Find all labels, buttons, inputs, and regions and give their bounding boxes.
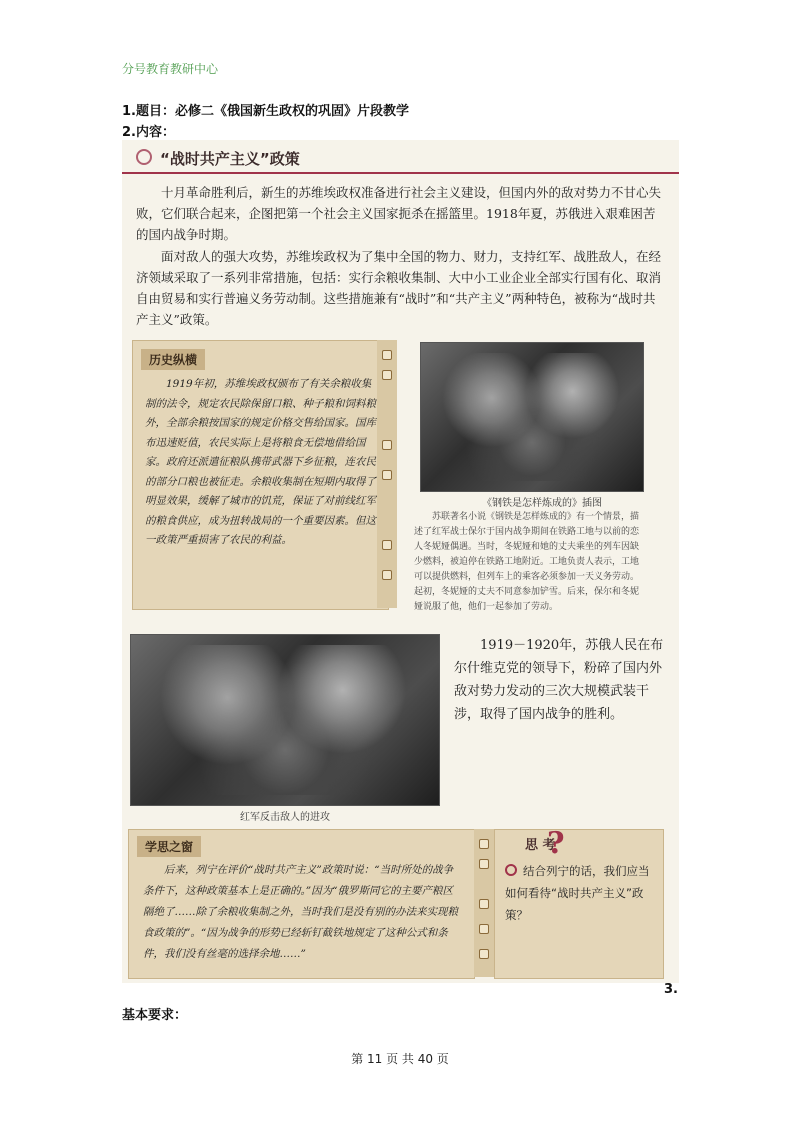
paragraph-2: 面对敌人的强大攻势，苏维埃政权为了集中全国的物力、财力，支持红军、战胜敌人，在经济领域采取了一系列非常措施，包括：实行余粮收集制、大中小工业企业全部实行国有化、取消自由贸易和实行普遍义务劳动制。这些措施兼有“战时”和“共产主义”两种特色，被称为“战时共产主义”政策。 (136, 249, 662, 327)
side-text: 1919－1920年，苏俄人民在布尔什维克党的领导下，粉碎了国内外敌对势力发动的三次大规模武装干涉，取得了国内战争的胜利。 (454, 638, 664, 722)
photo-red-army (130, 634, 440, 806)
circle-bullet-icon (505, 864, 517, 876)
history-title: 历史纵横 (141, 349, 205, 370)
photo-steel-note: 苏联著名小说《钢铁是怎样炼成的》有一个情景，描述了红军战士保尔于国内战争期间在铁路工地与以前的恋人冬妮娅偶遇。当时，冬妮娅和她的丈夫乘坐的列车因缺少燃料，被迫停在铁路工地附近。工地负责人表示，工地可以提供燃料，但列车上的乘客必须参加一天义务劳动。起初，冬妮娅的丈夫不同意参加铲雪。后来，保尔和冬妮娅说服了他，他们一起参加了劳动。 (414, 512, 640, 612)
question-title: 1.题目：必修二《俄国新生政权的巩固》片段教学 (122, 104, 409, 119)
think-title: 思 考 (525, 838, 556, 853)
binder-spine-2 (474, 829, 494, 977)
header-org: 分号教育教研中心 (122, 62, 219, 76)
divider (122, 172, 679, 174)
history-text: 1919年初，苏维埃政权颁布了有关余粮收集制的法令，规定农民除保留口粮、种子粮和饲料粮外，全部余粮按国家的规定价格交售给国家。国库布迅速贬值，农民实际上是将粮食无偿地借给国家。政府还派遣征粮队携带武器下乡征粮，连农民的部分口粮也被征走。余粮收集制在短期内取得了明显效果，缓解了城市的饥荒，保证了对前线红军的粮食供应，成为扭转战局的一个重要因素。但这一政策严重损害了农民的利益。 (145, 378, 376, 546)
photo-steel-illustration (420, 342, 644, 492)
think-text (505, 860, 655, 926)
paragraph-1: 十月革命胜利后，新生的苏维埃政权准备进行社会主义建设，但国内外的敌对势力不甘心失败，它们联合起来，企图把第一个社会主义国家扼杀在摇篮里。1918年夏，苏俄进入艰难困苦的国内战争时期。 (136, 185, 662, 242)
think-question: 结合列宁的话，我们应当如何看待“战时共产主义”政策？ (505, 864, 650, 922)
think-box (494, 826, 664, 979)
item-3-number: 3. (664, 982, 678, 997)
binder-spine (377, 340, 397, 608)
history-box (132, 340, 389, 610)
section-title (136, 148, 300, 169)
circle-bullet-icon (136, 149, 152, 165)
question-mark-icon: ? (547, 826, 565, 861)
textbook-page-image (122, 140, 679, 983)
basic-requirements-label: 基本要求： (122, 1008, 188, 1023)
page-footer: 第 11 页 共 40 页 (351, 1052, 449, 1066)
study-text: 后来，列宁在评价“战时共产主义”政策时说：“当时所处的战争条件下，这种政策基本上是正确的。”因为“俄罗斯同它的主要产粮区隔绝了……除了余粮收集制之外，当时我们是没有别的办法来实现粮食政策的”。“因为战争的形势已经斩钉截铁地规定了这种公式和条件，我们没有丝毫的选择余地……” (143, 864, 458, 960)
photo-steel-caption: 《钢铁是怎样炼成的》插图 (482, 498, 602, 509)
photo-red-army-caption: 红军反击敌人的进攻 (240, 812, 330, 823)
study-box (128, 829, 475, 979)
study-title: 学思之窗 (137, 836, 201, 857)
section-title-text: “战时共产主义”政策 (160, 150, 300, 168)
content-label: 2.内容： (122, 125, 175, 140)
